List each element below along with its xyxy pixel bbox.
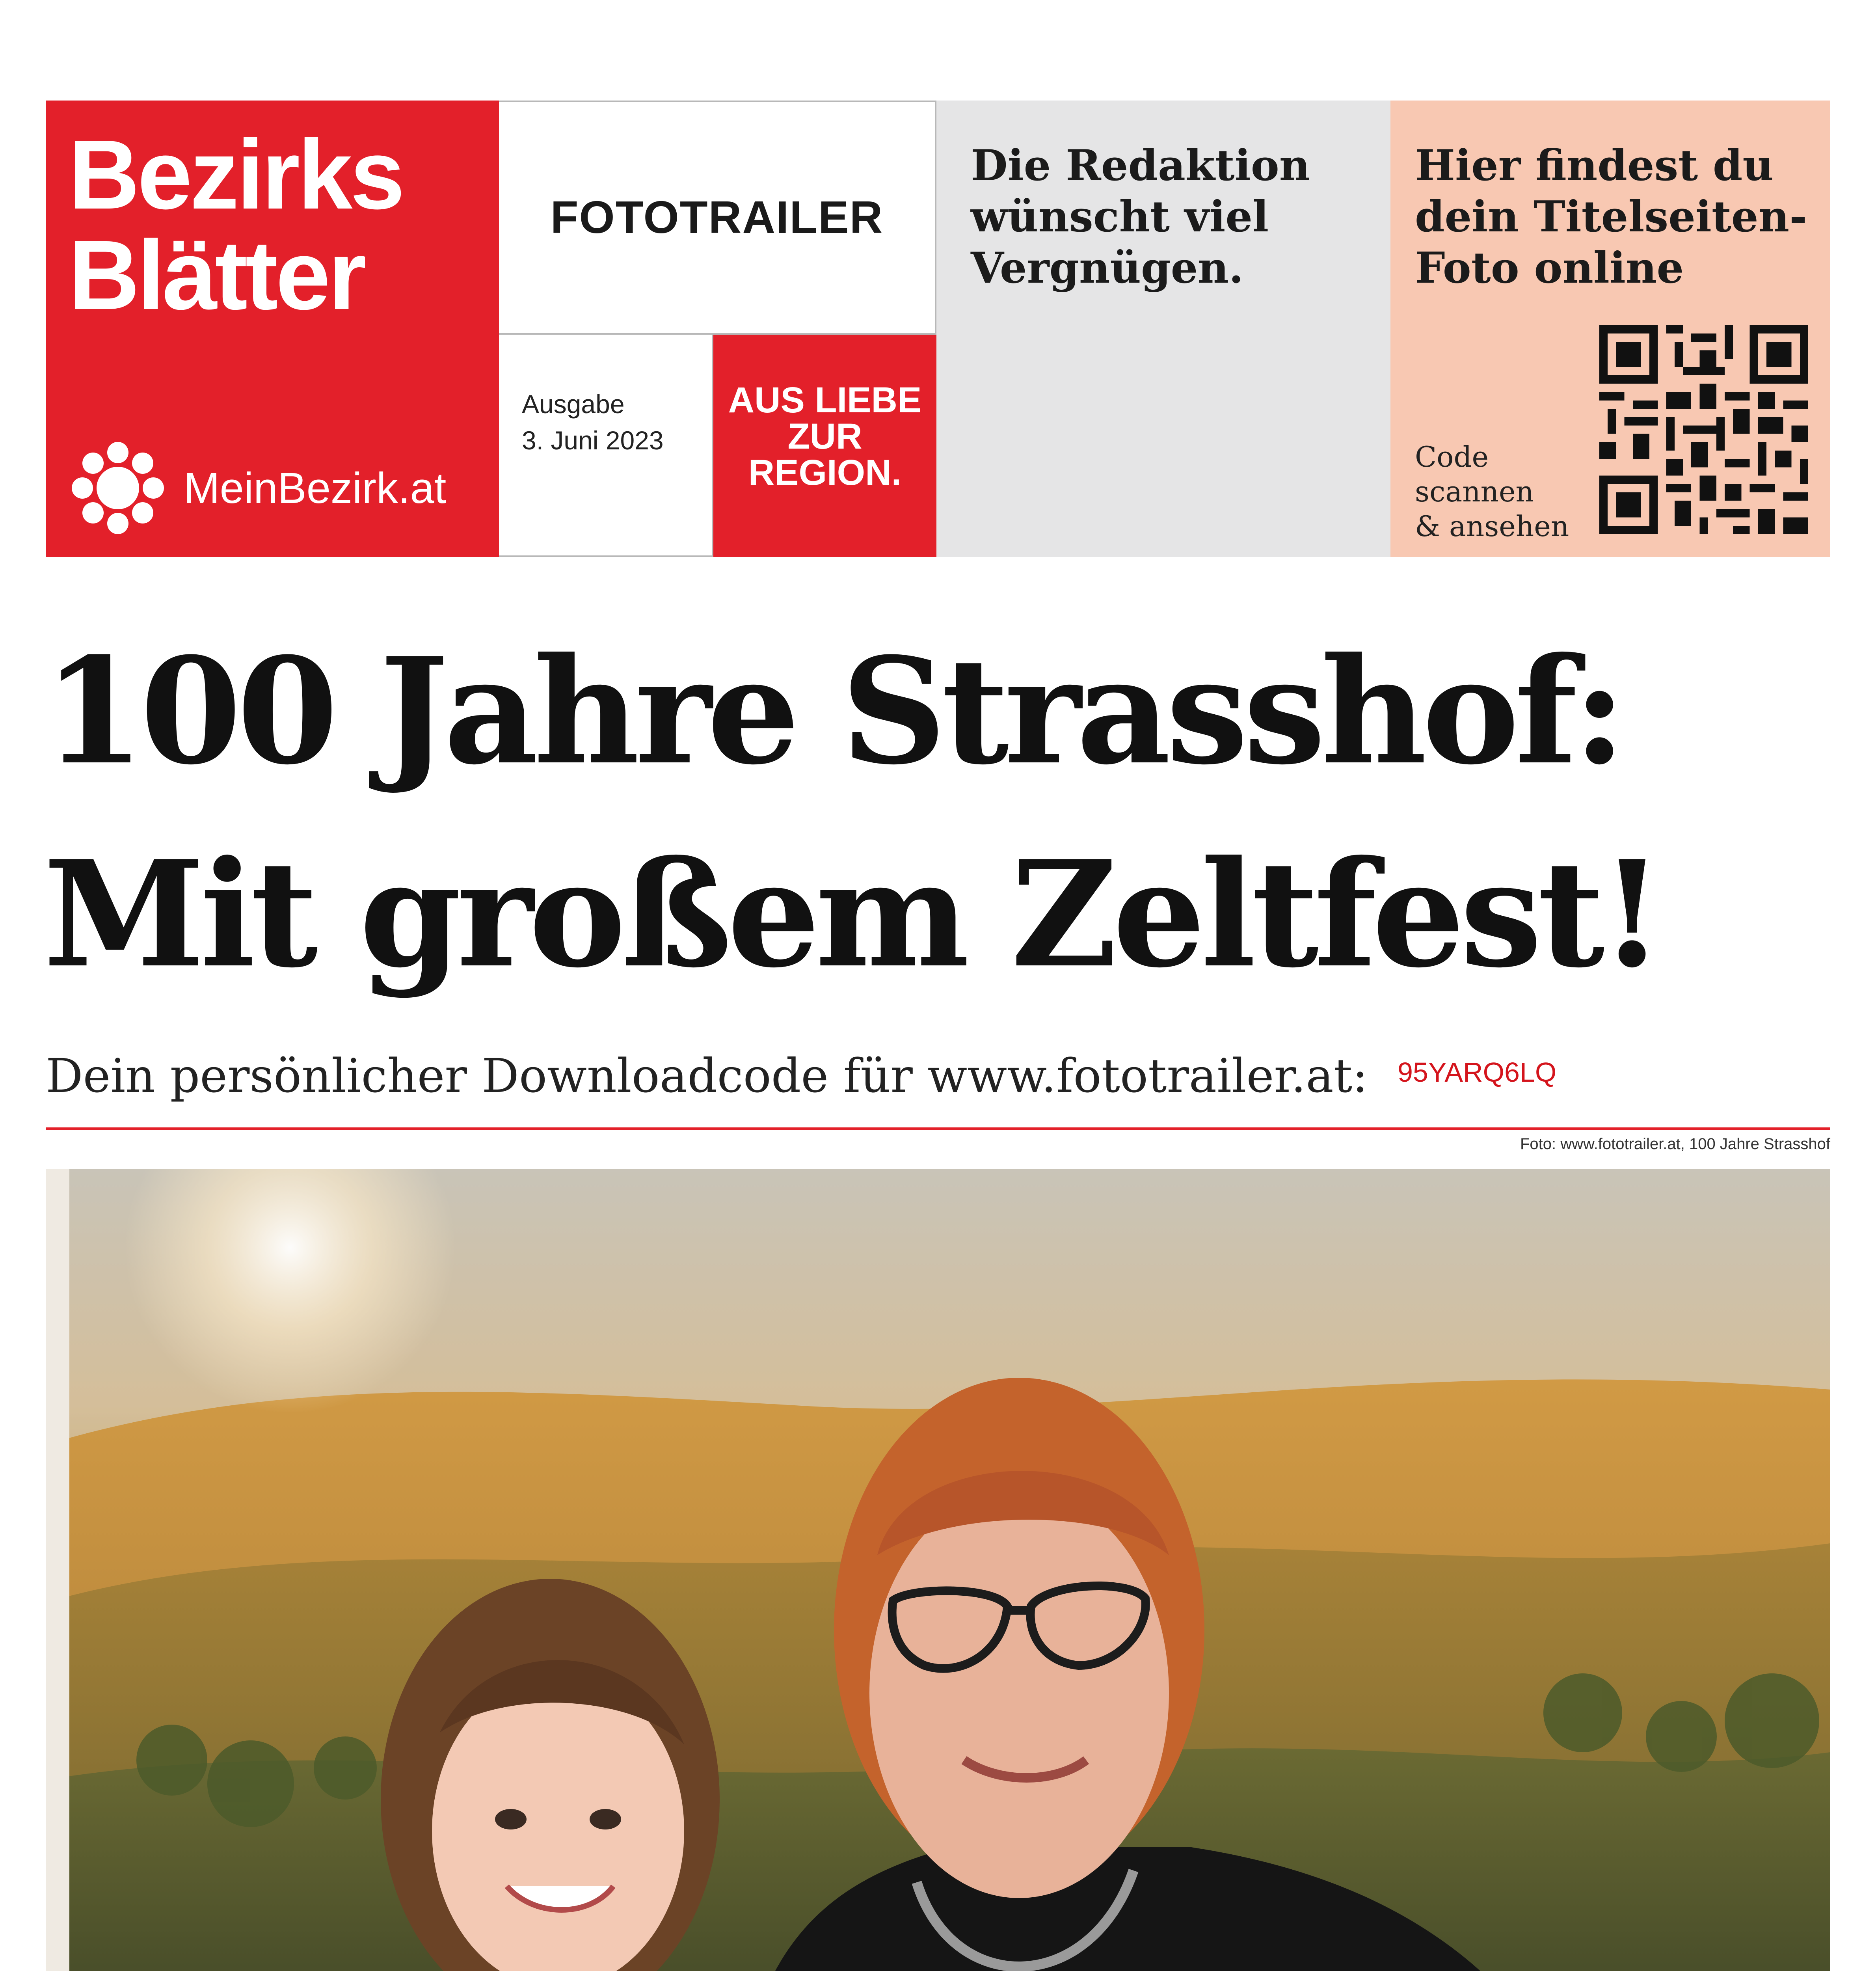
slogan-box [713, 335, 936, 557]
portrait-people-image [46, 1169, 1830, 1971]
headline-line-1: 100 Jahre Strasshof: [43, 626, 1622, 797]
titelseite-line-1: Hier findest du [1415, 141, 1774, 190]
redaktion-line-1: Die Redaktion [971, 141, 1310, 190]
photo-credit: Foto: www.fototrailer.at, 100 Jahre Strasshof [1520, 1135, 1830, 1153]
code-scan-line-1: Code [1415, 440, 1489, 473]
brand-panel [46, 101, 499, 557]
ausgabe-box [499, 335, 713, 557]
slogan-line-1: AUS LIEBE [728, 380, 922, 420]
headline-line-2: Mit großem Zeltfest! [43, 829, 1660, 1000]
code-scan-line-2: scannen [1415, 475, 1534, 508]
redaktion-line-2: wünscht viel [971, 192, 1269, 242]
logo-line-1: Bezirks [69, 119, 403, 229]
cover-photo [46, 1169, 1830, 1971]
slogan-line-3: REGION. [748, 453, 902, 493]
redaktion-box [936, 101, 1390, 557]
slogan-line-2: ZUR [787, 416, 862, 456]
title-divider [46, 1127, 1830, 1130]
titelseite-line-3: Foto online [1415, 243, 1684, 293]
ausgabe-label: Ausgabe [522, 389, 625, 419]
fototrailer-label: FOTOTRAILER [550, 192, 884, 243]
titelseite-line-2: dein Titelseiten- [1415, 192, 1807, 242]
code-scan-line-3: & ansehen [1415, 510, 1569, 543]
titelseite-box [1390, 101, 1830, 557]
logo-line-2: Blätter [69, 220, 364, 330]
meinbezirk-logo-icon [65, 435, 171, 541]
redaktion-line-3: Vergnügen. [971, 243, 1244, 293]
ausgabe-date: 3. Juni 2023 [522, 426, 664, 455]
meinbezirk-link[interactable]: MeinBezirk.at [184, 464, 447, 512]
download-label: Dein persönlicher Downloadcode für www.fototrailer.at: [46, 1049, 1368, 1103]
fototrailer-box [499, 101, 936, 335]
qr-code-icon[interactable] [1599, 325, 1808, 534]
download-code[interactable]: 95YARQ6LQ [1398, 1057, 1557, 1088]
